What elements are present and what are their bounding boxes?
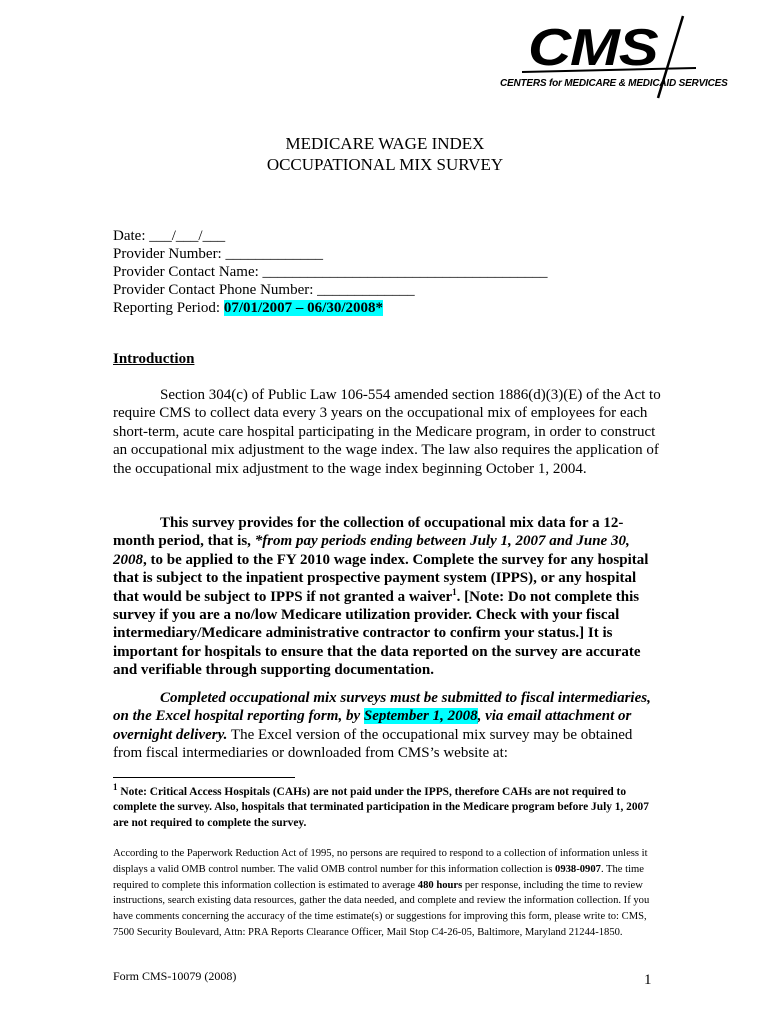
footnote-mark: 1	[113, 782, 118, 793]
intro-paragraph-2	[113, 514, 661, 680]
footnote	[113, 782, 661, 831]
cms-logo	[500, 14, 728, 100]
contact-name-label: Provider Contact Name:	[113, 264, 259, 280]
pra-text-b: . The time required to complete this information collection is estimated to average	[113, 863, 644, 891]
para2-text-c: , to be applied to the FY 2010 wage index. Complete the survey for any hospital that is subject to the inpatient prospective payment system (IPPS), or any hospital that would be subject to IPPS if not granted a waiver	[113, 551, 649, 605]
omb-control-number: 0938-0907	[555, 863, 601, 875]
para2-pay-periods: *from pay periods ending between July 1, 2007 and June 30, 2008	[113, 533, 630, 568]
para2-text-a: This survey provides for the collection of occupational mix data for a 12-month period, that is,	[113, 515, 624, 550]
para2-text-d: . [Note: Do not complete this survey if you are a no/low Medicare utilization provider. Check with your fiscal intermediary/Medicare administrative contractor to confirm your status.] It is important for hospitals to ensure that the data reported on the survey are accurate and verifiable through supporting documentation.	[113, 588, 641, 679]
provider-number-label: Provider Number:	[113, 246, 222, 262]
reporting-period-label: Reporting Period:	[113, 300, 221, 316]
pra-text-a: According to the Paperwork Reduction Act of 1995, no persons are required to respond to a collection of information unless it displays a valid OMB control number. The valid OMB control number for this information collection is	[113, 848, 648, 875]
pra-text-c: per response, including the time to review instructions, search existing data resources, gather the data needed, and complete and review the information collection. If you have comments concerning the accuracy of the time estimate(s) or suggestions for improving this form, please write to: CMS, 7500 Security Boulevard, Attn: PRA Reports Clearance Officer, Mail Stop C4-26-05, Baltimore, Maryland 21244-1850.	[113, 879, 650, 938]
date-value: ___/___/___	[149, 228, 226, 244]
intro-paragraph-1: Section 304(c) of Public Law 106-554 amended section 1886(d)(3)(E) of the Act to require CMS to collect data every 3 years on the occupational mix of employees for each short-term, acute care hospital participating in the Medicare program, in order to construct an occupational mix adjustment to the wage index. The law also requires the application of the occupational mix adjustment to the wage index beginning October 1, 2004.	[113, 387, 661, 477]
contact-phone-label: Provider Contact Phone Number:	[113, 282, 314, 298]
footnote-reference: 1	[452, 586, 457, 597]
para3-text-c: The Excel version of the occupational mix survey may be obtained from fiscal intermediaries or downloaded from CMS’s website at:	[113, 726, 633, 762]
form-number: Form CMS-10079 (2008)	[113, 969, 237, 983]
para3-text-a: Completed occupational mix surveys must be submitted to fiscal intermediaries, on the Excel hospital reporting form, by	[113, 690, 651, 725]
introduction-heading: Introduction	[113, 351, 195, 367]
cms-logo-subtitle: CENTERS for MEDICARE & MEDICAID SERVICES	[500, 78, 728, 89]
provider-number-blank: _____________	[225, 246, 323, 262]
date-field	[113, 227, 225, 245]
contact-phone-field	[113, 281, 415, 299]
para3-text-b: , via email attachment or overnight delivery.	[113, 708, 632, 743]
reporting-period-value: 07/01/2007 – 06/30/2008*	[223, 300, 383, 316]
contact-name-field	[113, 263, 548, 281]
estimated-hours: 480 hours	[417, 879, 463, 891]
paperwork-reduction-statement	[113, 846, 665, 941]
page-title-line-2: OCCUPATIONAL MIX SURVEY	[266, 155, 504, 174]
page-title-line-1: MEDICARE WAGE INDEX	[285, 134, 485, 153]
para3-deadline: September 1, 2008	[363, 708, 478, 725]
contact-name-blank: ______________________________________	[262, 264, 548, 280]
reporting-period-field	[113, 299, 383, 317]
intro-paragraph-3	[113, 689, 661, 763]
page-number: 1	[644, 972, 652, 988]
footnote-text: Note: Critical Access Hospitals (CAHs) are not paid under the IPPS, therefore CAHs are not required to complete the survey. Also, hospitals that terminated participation in the Medicare program before July 1, 2007 are not required to complete the survey.	[113, 786, 649, 829]
footnote-divider	[113, 777, 295, 778]
date-label: Date:	[113, 228, 146, 244]
contact-phone-blank: _____________	[317, 282, 415, 298]
cms-logo-mark: CMS	[528, 19, 658, 77]
provider-number-field	[113, 245, 323, 263]
